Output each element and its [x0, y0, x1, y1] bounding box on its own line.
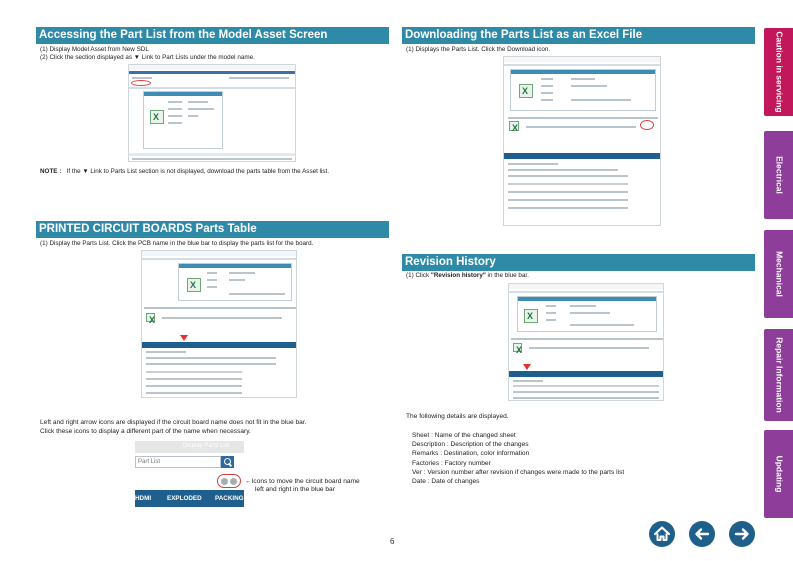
asset-step-2: (2) Click the section displayed as ▼ Link to Part Lists under the model name. [40, 54, 255, 61]
section-title-asset: Accessing the Part List from the Model Asset Screen [36, 27, 389, 43]
tab-hdmi[interactable]: HDMI [135, 495, 152, 502]
page-number: 6 [390, 537, 395, 546]
pcb-paragraph-2: Click these icons to display a different part of the name when necessary. [40, 428, 251, 435]
search-icon[interactable] [221, 456, 234, 468]
forward-arrow-icon [729, 521, 755, 547]
section-rule [402, 43, 755, 44]
arrow-callout-line-2: left and right in the blue bar [255, 486, 335, 493]
tab-packing[interactable]: PACKING [215, 495, 244, 502]
asset-screenshot [128, 64, 296, 162]
note-text: If the ▼ Link to Parts List section is not displayed, download the parts table from the Asset list. [66, 168, 330, 175]
tab-label: Repair Information [774, 337, 784, 413]
pcb-paragraph-1: Left and right arrow icons are displayed if the circuit board name does not fit in the blue bar. [40, 419, 307, 426]
detail-sheet: Sheet : Name of the changed sheet [412, 432, 516, 439]
tab-repair-information[interactable] [764, 329, 793, 421]
detail-factories: Factories : Factory number [412, 460, 491, 467]
arrow-callout-line-1: ←Icons to move the circuit board name [245, 478, 360, 485]
note-label: NOTE : [40, 168, 62, 175]
tab-electrical[interactable] [764, 131, 793, 219]
excel-screenshot [503, 56, 661, 226]
revision-history-label: "Revision history" [430, 272, 486, 279]
asset-step-1: (1) Display Model Asset from New SDL [40, 46, 149, 53]
detail-date: Date : Date of changes [412, 478, 480, 485]
revision-details-intro: The following details are displayed. [406, 413, 509, 420]
tab-label: Caution in servicing [774, 31, 784, 113]
back-button[interactable] [689, 521, 715, 547]
parts-list-header: Display Parts List [135, 441, 244, 453]
tab-label: Electrical [774, 156, 784, 194]
left-arrow-icon[interactable] [221, 478, 228, 485]
revision-step-1: (1) Click "Revision history" in the blue bar. [406, 272, 529, 279]
home-button[interactable] [649, 521, 675, 547]
section-title-pcb: PRINTED CIRCUIT BOARDS Parts Table [36, 221, 389, 237]
pcb-step-1: (1) Display the Parts List. Click the PCB name in the blue bar to display the parts list for the board. [40, 240, 314, 247]
section-rule [402, 270, 755, 271]
asset-note [40, 168, 329, 177]
part-list-search-input[interactable]: Part List [135, 456, 221, 468]
detail-description: Description : Description of the changes [412, 441, 529, 448]
section-title-excel: Downloading the Parts List as an Excel File [402, 27, 755, 43]
pcb-zoom-detail [135, 441, 244, 507]
tab-caution-in-servicing[interactable] [764, 28, 793, 116]
tab-updating[interactable] [764, 430, 793, 518]
excel-step-1: (1) Displays the Parts List. Click the Download icon. [406, 46, 551, 53]
tab-exploded[interactable]: EXPLODED [167, 495, 202, 502]
right-arrow-icon[interactable] [230, 478, 237, 485]
forward-button[interactable] [729, 521, 755, 547]
tab-label: Updating [774, 455, 784, 493]
detail-ver: Ver : Version number after revision if changes were made to the parts list [412, 469, 625, 476]
detail-remarks: Remarks : Destination, color information [412, 450, 530, 457]
tab-mechanical[interactable] [764, 230, 793, 318]
section-rule [36, 237, 389, 238]
tab-label: Mechanical [774, 251, 784, 297]
revision-screenshot [508, 283, 664, 401]
back-arrow-icon [689, 521, 715, 547]
home-icon [649, 521, 675, 547]
pcb-scroll-arrows[interactable] [217, 474, 241, 488]
pcb-screenshot [141, 250, 297, 398]
section-rule [36, 43, 389, 44]
pcb-blue-bar [135, 490, 244, 507]
section-title-revision: Revision History [402, 254, 755, 270]
